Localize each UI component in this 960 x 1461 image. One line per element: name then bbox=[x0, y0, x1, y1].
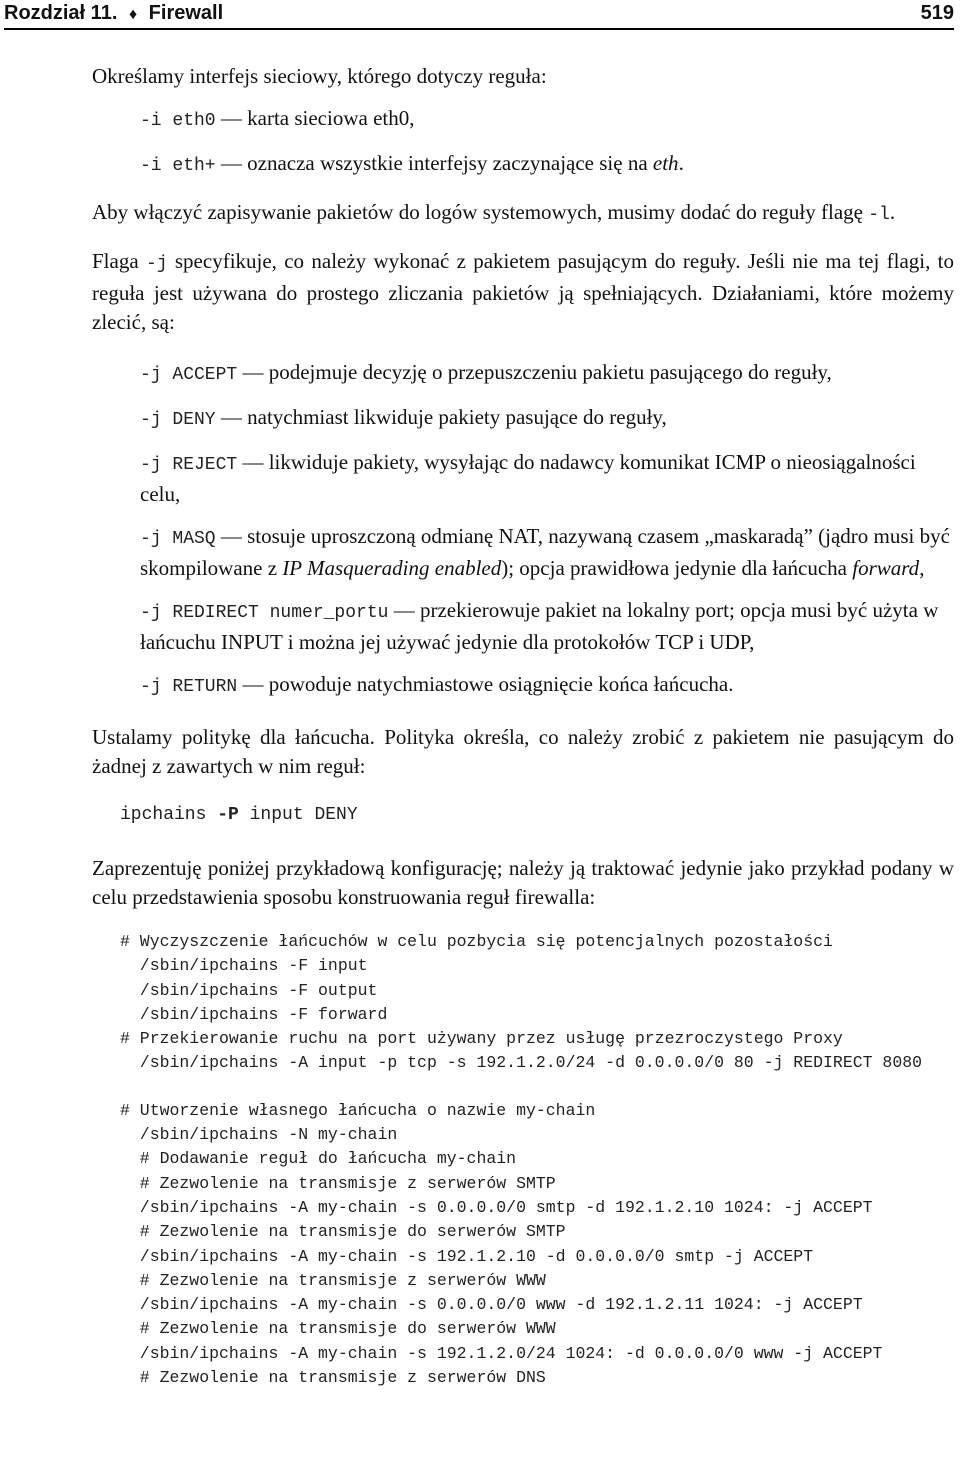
option-code: -j MASQ bbox=[140, 529, 216, 549]
cmd-flag: -P bbox=[217, 805, 239, 825]
running-header bbox=[4, 0, 954, 30]
option-text-2: ); opcja prawidłowa jedynie dla łańcucha bbox=[501, 556, 853, 580]
option-text: oznacza wszystkie interfejsy zaczynające się na bbox=[247, 151, 653, 175]
option-end: , bbox=[919, 556, 925, 580]
option-code: -j ACCEPT bbox=[140, 365, 238, 385]
code-line: # Zezwolenie na transmisje do serwerów WWW bbox=[120, 1319, 556, 1339]
code-line: /sbin/ipchains -A my-chain -s 0.0.0.0/0 smtp -d 192.1.2.10 1024: -j ACCEPT bbox=[120, 1197, 873, 1217]
em-dash: — bbox=[215, 524, 248, 548]
code-line: # Utworzenie własnego łańcucha o nazwie my-chain bbox=[120, 1100, 596, 1120]
code-line: # Zezwolenie na transmisje do serwerów SMTP bbox=[120, 1222, 566, 1242]
option-text: przekierowuje pakiet na lokalny port; opcja musi być użyta w łańcuchu INPUT i można jej używać jedynie dla protokołów TCP i UDP, bbox=[140, 598, 939, 654]
code-line: # Wyczyszczenie łańcuchów w celu pozbycia się potencjalnych pozostałości bbox=[120, 932, 833, 951]
em-dash: — bbox=[215, 405, 248, 429]
policy-command bbox=[92, 803, 954, 827]
jump-text-b: specyfikuje, co należy wykonać z pakietem pasującym do reguły. Jeśli nie ma tej flagi, to reguła jest używana do prostego zliczania pakietów ją spełniających. Działaniami, które możemy zlecić, są: bbox=[92, 249, 954, 334]
action-item bbox=[92, 358, 954, 390]
code-line: /sbin/ipchains -A my-chain -s 192.1.2.0/24 1024: -d 0.0.0.0/0 www -j ACCEPT bbox=[120, 1343, 883, 1363]
option-code: -j DENY bbox=[140, 410, 216, 430]
option-text: stosuje uproszczoną odmianę NAT, nazywaną czasem „maskaradą” (jądro musi być skompilowane z bbox=[140, 524, 950, 580]
jump-text-a: Flaga bbox=[92, 249, 146, 273]
code-line: # Zezwolenie na transmisje z serwerów WWW bbox=[120, 1270, 546, 1290]
interface-paragraph: Określamy interfejs sieciowy, którego dotyczy reguła: bbox=[92, 64, 547, 88]
option-text: podejmuje decyzję o przepuszczeniu pakietu pasującego do reguły, bbox=[268, 360, 832, 384]
em-dash: — bbox=[237, 672, 269, 696]
code-line: /sbin/ipchains -F output bbox=[120, 980, 378, 1000]
code-line: /sbin/ipchains -F forward bbox=[120, 1004, 388, 1024]
iface-item bbox=[92, 104, 954, 136]
code-block-2 bbox=[92, 1099, 954, 1391]
option-code: -j RETURN bbox=[140, 677, 238, 697]
code-line: /sbin/ipchains -F input bbox=[120, 956, 368, 976]
option-code: -j REDIRECT numer_portu bbox=[140, 603, 389, 623]
option-italic: eth bbox=[652, 151, 679, 175]
option-text: natychmiast likwiduje pakiety pasujące do reguły, bbox=[247, 405, 667, 429]
option-text: karta sieciowa eth0, bbox=[247, 106, 415, 130]
log-end: . bbox=[889, 200, 896, 224]
policy-paragraph: Ustalamy politykę dla łańcucha. Polityka określa, co należy zrobić z pakietem nie pasującym do żadnej z zawartych w nim reguł: bbox=[92, 725, 954, 778]
diamond-icon: ♦ bbox=[128, 6, 138, 23]
option-code: -j REJECT bbox=[140, 455, 238, 475]
em-dash: — bbox=[237, 450, 269, 474]
option-end: . bbox=[678, 151, 684, 175]
cmd-part: ipchains bbox=[120, 805, 218, 825]
option-text: likwiduje pakiety, wysyłając do nadawcy komunikat ICMP o nieosiągalności celu, bbox=[140, 450, 916, 506]
example-intro: Zaprezentuję poniżej przykładową konfigurację; należy ją traktować jedynie jako przykład podany w celu przedstawienia sposobu konstruowania reguł firewalla: bbox=[92, 856, 954, 909]
action-item bbox=[92, 670, 954, 702]
code-line: # Zezwolenie na transmisje z serwerów DNS bbox=[120, 1368, 546, 1388]
action-item bbox=[92, 596, 954, 657]
code-line: /sbin/ipchains -A my-chain -s 192.1.2.10 -d 0.0.0.0/0 smtp -j ACCEPT bbox=[120, 1246, 814, 1266]
em-dash: — bbox=[215, 106, 248, 130]
em-dash: — bbox=[388, 598, 420, 622]
action-item bbox=[92, 522, 954, 583]
action-item bbox=[92, 448, 954, 509]
code-line: /sbin/ipchains -A my-chain -s 0.0.0.0/0 www -d 192.1.2.11 1024: -j ACCEPT bbox=[120, 1295, 863, 1315]
chapter-label: Rozdział 11. bbox=[4, 2, 118, 24]
code-line: # Przekierowanie ruchu na port używany przez usługę przezroczystego Proxy bbox=[120, 1029, 843, 1049]
code-line: /sbin/ipchains -N my-chain bbox=[120, 1125, 398, 1145]
log-text: Aby włączyć zapisywanie pakietów do logów systemowych, musimy dodać do reguły flagę bbox=[92, 200, 869, 224]
em-dash: — bbox=[237, 360, 269, 384]
jump-flag: -j bbox=[145, 254, 168, 274]
header-left bbox=[4, 2, 223, 25]
option-code: -i eth0 bbox=[140, 111, 216, 131]
code-line: # Dodawanie reguł do łańcucha my-chain bbox=[120, 1149, 517, 1169]
option-text: powoduje natychmiastowe osiągnięcie końca łańcucha. bbox=[268, 672, 734, 696]
cmd-part: input DENY bbox=[238, 805, 358, 825]
option-italic-2: forward bbox=[852, 556, 920, 580]
page-number: 519 bbox=[920, 2, 954, 24]
action-item bbox=[92, 403, 954, 435]
section-label: Firewall bbox=[148, 2, 224, 24]
body-content bbox=[92, 62, 954, 1390]
option-code: -i eth+ bbox=[140, 156, 216, 176]
log-flag: -l bbox=[868, 205, 890, 225]
code-block-1 bbox=[92, 930, 954, 1076]
em-dash: — bbox=[215, 151, 248, 175]
log-paragraph bbox=[92, 198, 954, 230]
code-line: /sbin/ipchains -A input -p tcp -s 192.1.2.0/24 -d 0.0.0.0/0 80 -j REDIRECT 8080 bbox=[120, 1053, 923, 1073]
code-line: # Zezwolenie na transmisje z serwerów SMTP bbox=[120, 1173, 556, 1193]
iface-item bbox=[92, 149, 954, 181]
jump-paragraph bbox=[92, 247, 954, 337]
option-italic: IP Masquerading enabled bbox=[282, 556, 502, 580]
